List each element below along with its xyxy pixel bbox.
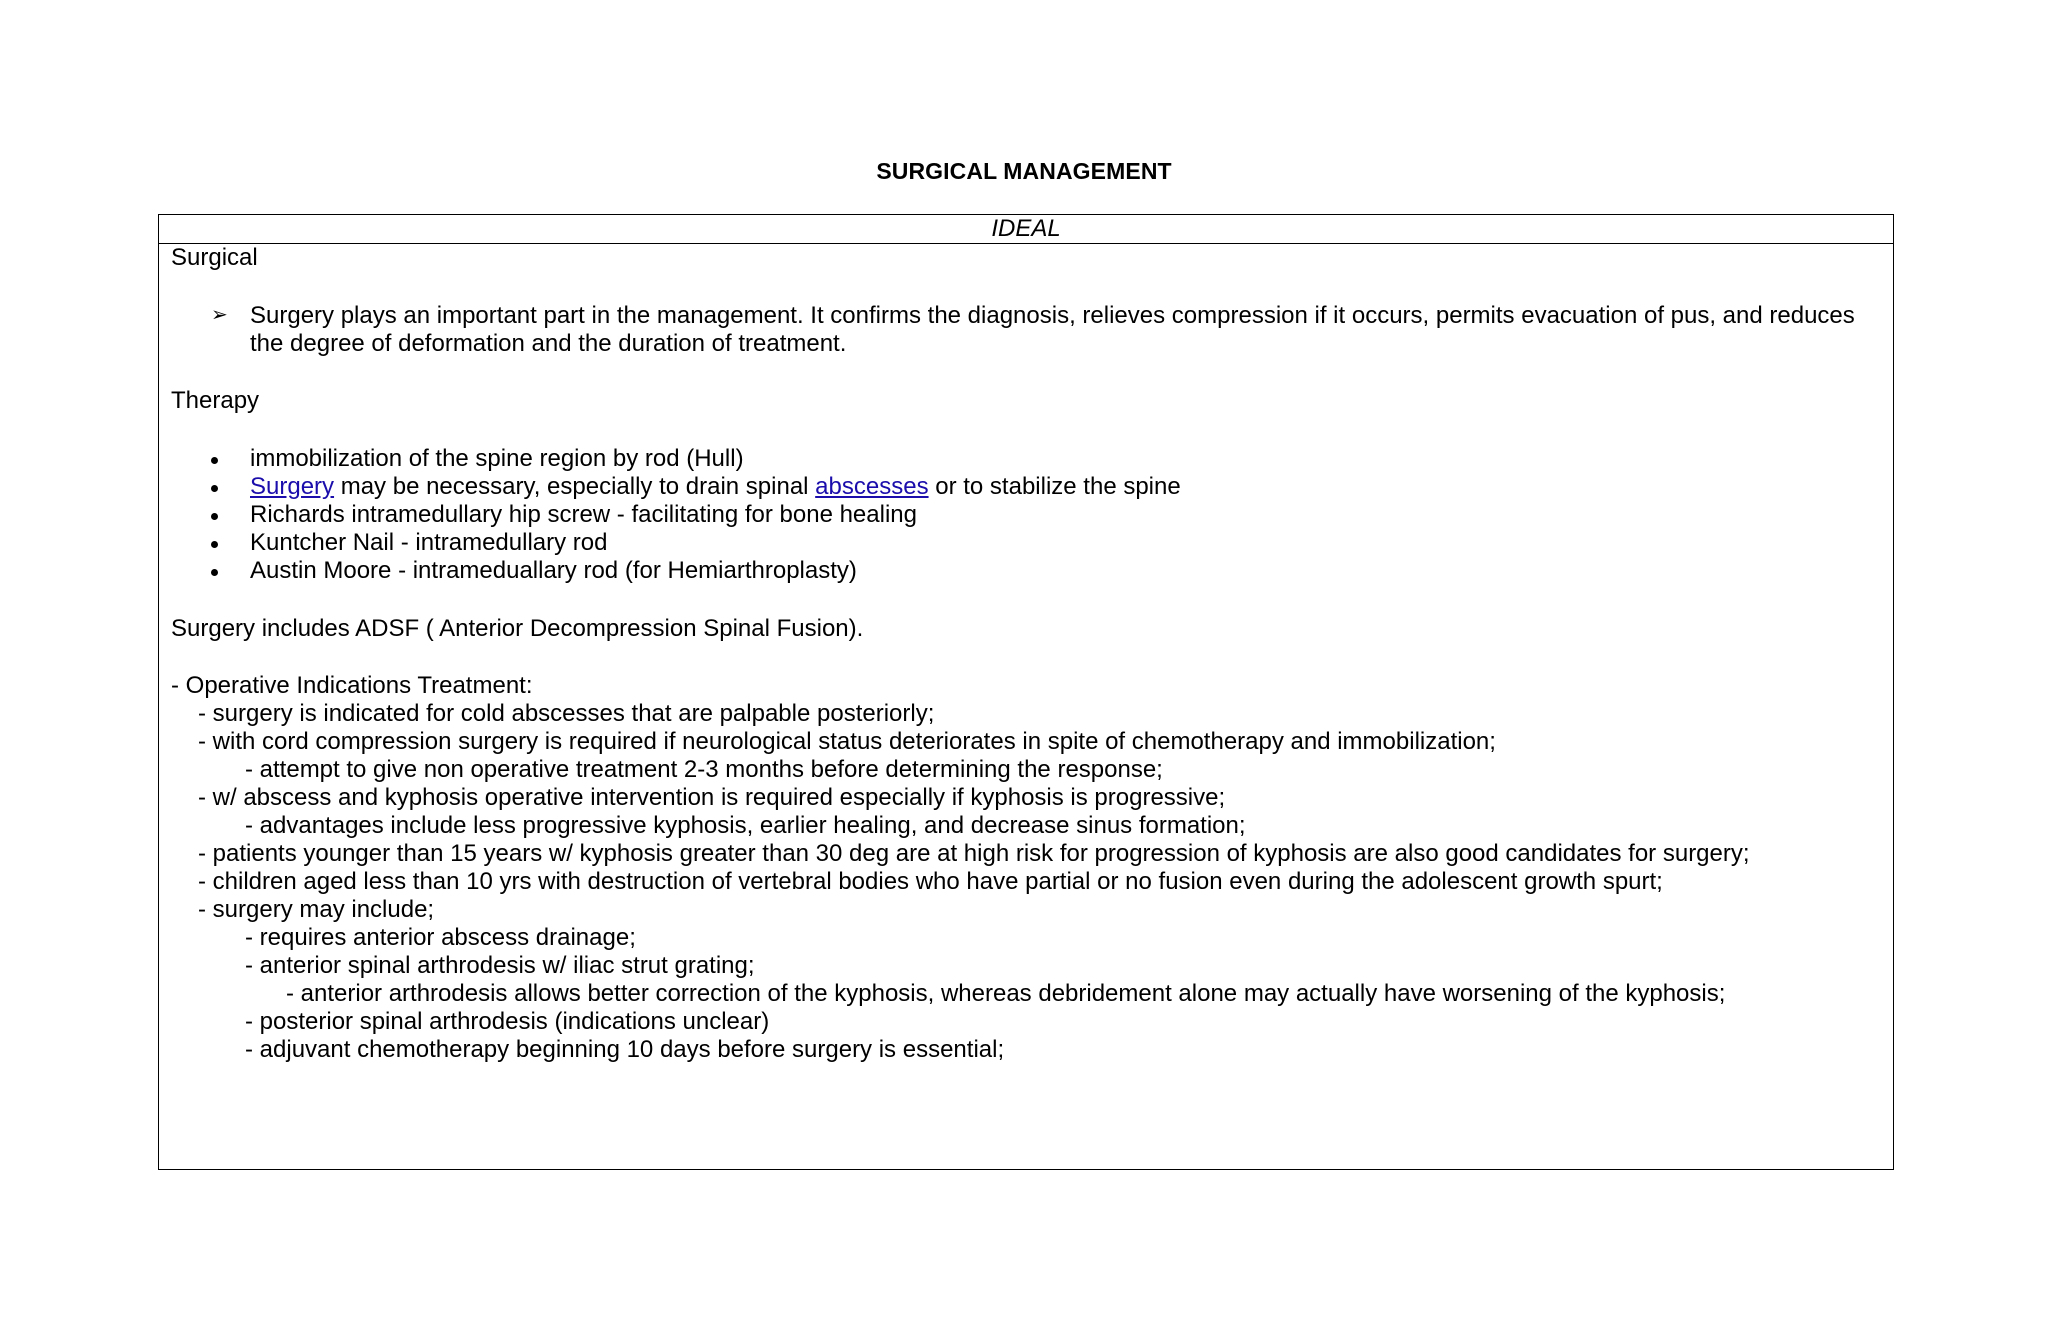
therapy-item-surgery-link (171, 473, 1881, 501)
indication-line: - surgery may include; (198, 896, 435, 923)
surgery-link[interactable]: Surgery (250, 473, 335, 500)
surgical-heading: Surgical (171, 244, 258, 271)
indication-line: - w/ abscess and kyphosis operative intervention is required especially if kyphosis is progressive; (198, 784, 1226, 811)
indication-subline: - posterior spinal arthrodesis (indications unclear) (245, 1008, 770, 1035)
therapy-item (171, 529, 1881, 557)
indication-line: - patients younger than 15 years w/ kyphosis greater than 30 deg are at high risk for progression of kyphosis are also good candidates for surgery; (198, 840, 1750, 867)
therapy-item-text: Austin Moore - intrameduallary rod (for Hemiarthroplasty) (250, 557, 857, 584)
indication-subline: - advantages include less progressive kyphosis, earlier healing, and decrease sinus formation; (245, 812, 1246, 839)
surgical-point-text: Surgery plays an important part in the management. It confirms the diagnosis, relieves compression if it occurs, permits evacuation of pus, and reduces the degree of deformation and the duration of treatment. (250, 302, 1855, 357)
therapy-item-text: Richards intramedullary hip screw - facilitating for bone healing (250, 501, 917, 528)
indication-subline: - attempt to give non operative treatment 2-3 months before determining the response; (245, 756, 1163, 783)
bullet-dot-icon (211, 457, 218, 464)
indication-subline: - anterior spinal arthrodesis w/ iliac strut grating; (245, 952, 755, 979)
therapy-heading: Therapy (171, 387, 260, 414)
indication-subsubline: - anterior arthrodesis allows better correction of the kyphosis, whereas debridement alone may actually have worsening of the kyphosis; (286, 980, 1726, 1007)
page-title: SURGICAL MANAGEMENT (876, 158, 1172, 184)
indication-line: - children aged less than 10 yrs with destruction of vertebral bodies who have partial or no fusion even during the adolescent growth spurt; (198, 868, 1663, 895)
indication-line: - with cord compression surgery is required if neurological status deteriorates in spite of chemotherapy and immobilization; (198, 728, 1496, 755)
table-body (159, 244, 1893, 1064)
indications-heading: - Operative Indications Treatment: (171, 672, 533, 699)
bullet-dot-icon (211, 541, 218, 548)
bullet-dot-icon (211, 513, 218, 520)
adsf-text: Surgery includes ADSF ( Anterior Decompression Spinal Fusion). (171, 615, 864, 642)
therapy-item (171, 557, 1881, 585)
therapy-item-text: immobilization of the spine region by rod (Hull) (250, 445, 744, 472)
indication-subline: - adjuvant chemotherapy beginning 10 days before surgery is essential; (245, 1036, 1005, 1063)
table-header-ideal: IDEAL (159, 215, 1893, 244)
arrow-bullet-icon: ➢ (211, 304, 228, 326)
indication-line: - surgery is indicated for cold abscesses that are palpable posteriorly; (198, 700, 935, 727)
indication-subline: - requires anterior abscess drainage; (245, 924, 636, 951)
bullet-dot-icon (211, 569, 218, 576)
therapy-item (171, 501, 1881, 529)
therapy-item (171, 445, 1881, 473)
bullet-dot-icon (211, 485, 218, 492)
therapy-item-text: Kuntcher Nail - intramedullary rod (250, 529, 608, 556)
therapy-link-mid: may be necessary, especially to drain spinal (334, 473, 816, 500)
surgical-point (171, 302, 1881, 357)
management-table (158, 214, 1894, 1170)
therapy-link-end: or to stabilize the spine (928, 473, 1181, 500)
abscesses-link[interactable]: abscesses (815, 473, 929, 500)
